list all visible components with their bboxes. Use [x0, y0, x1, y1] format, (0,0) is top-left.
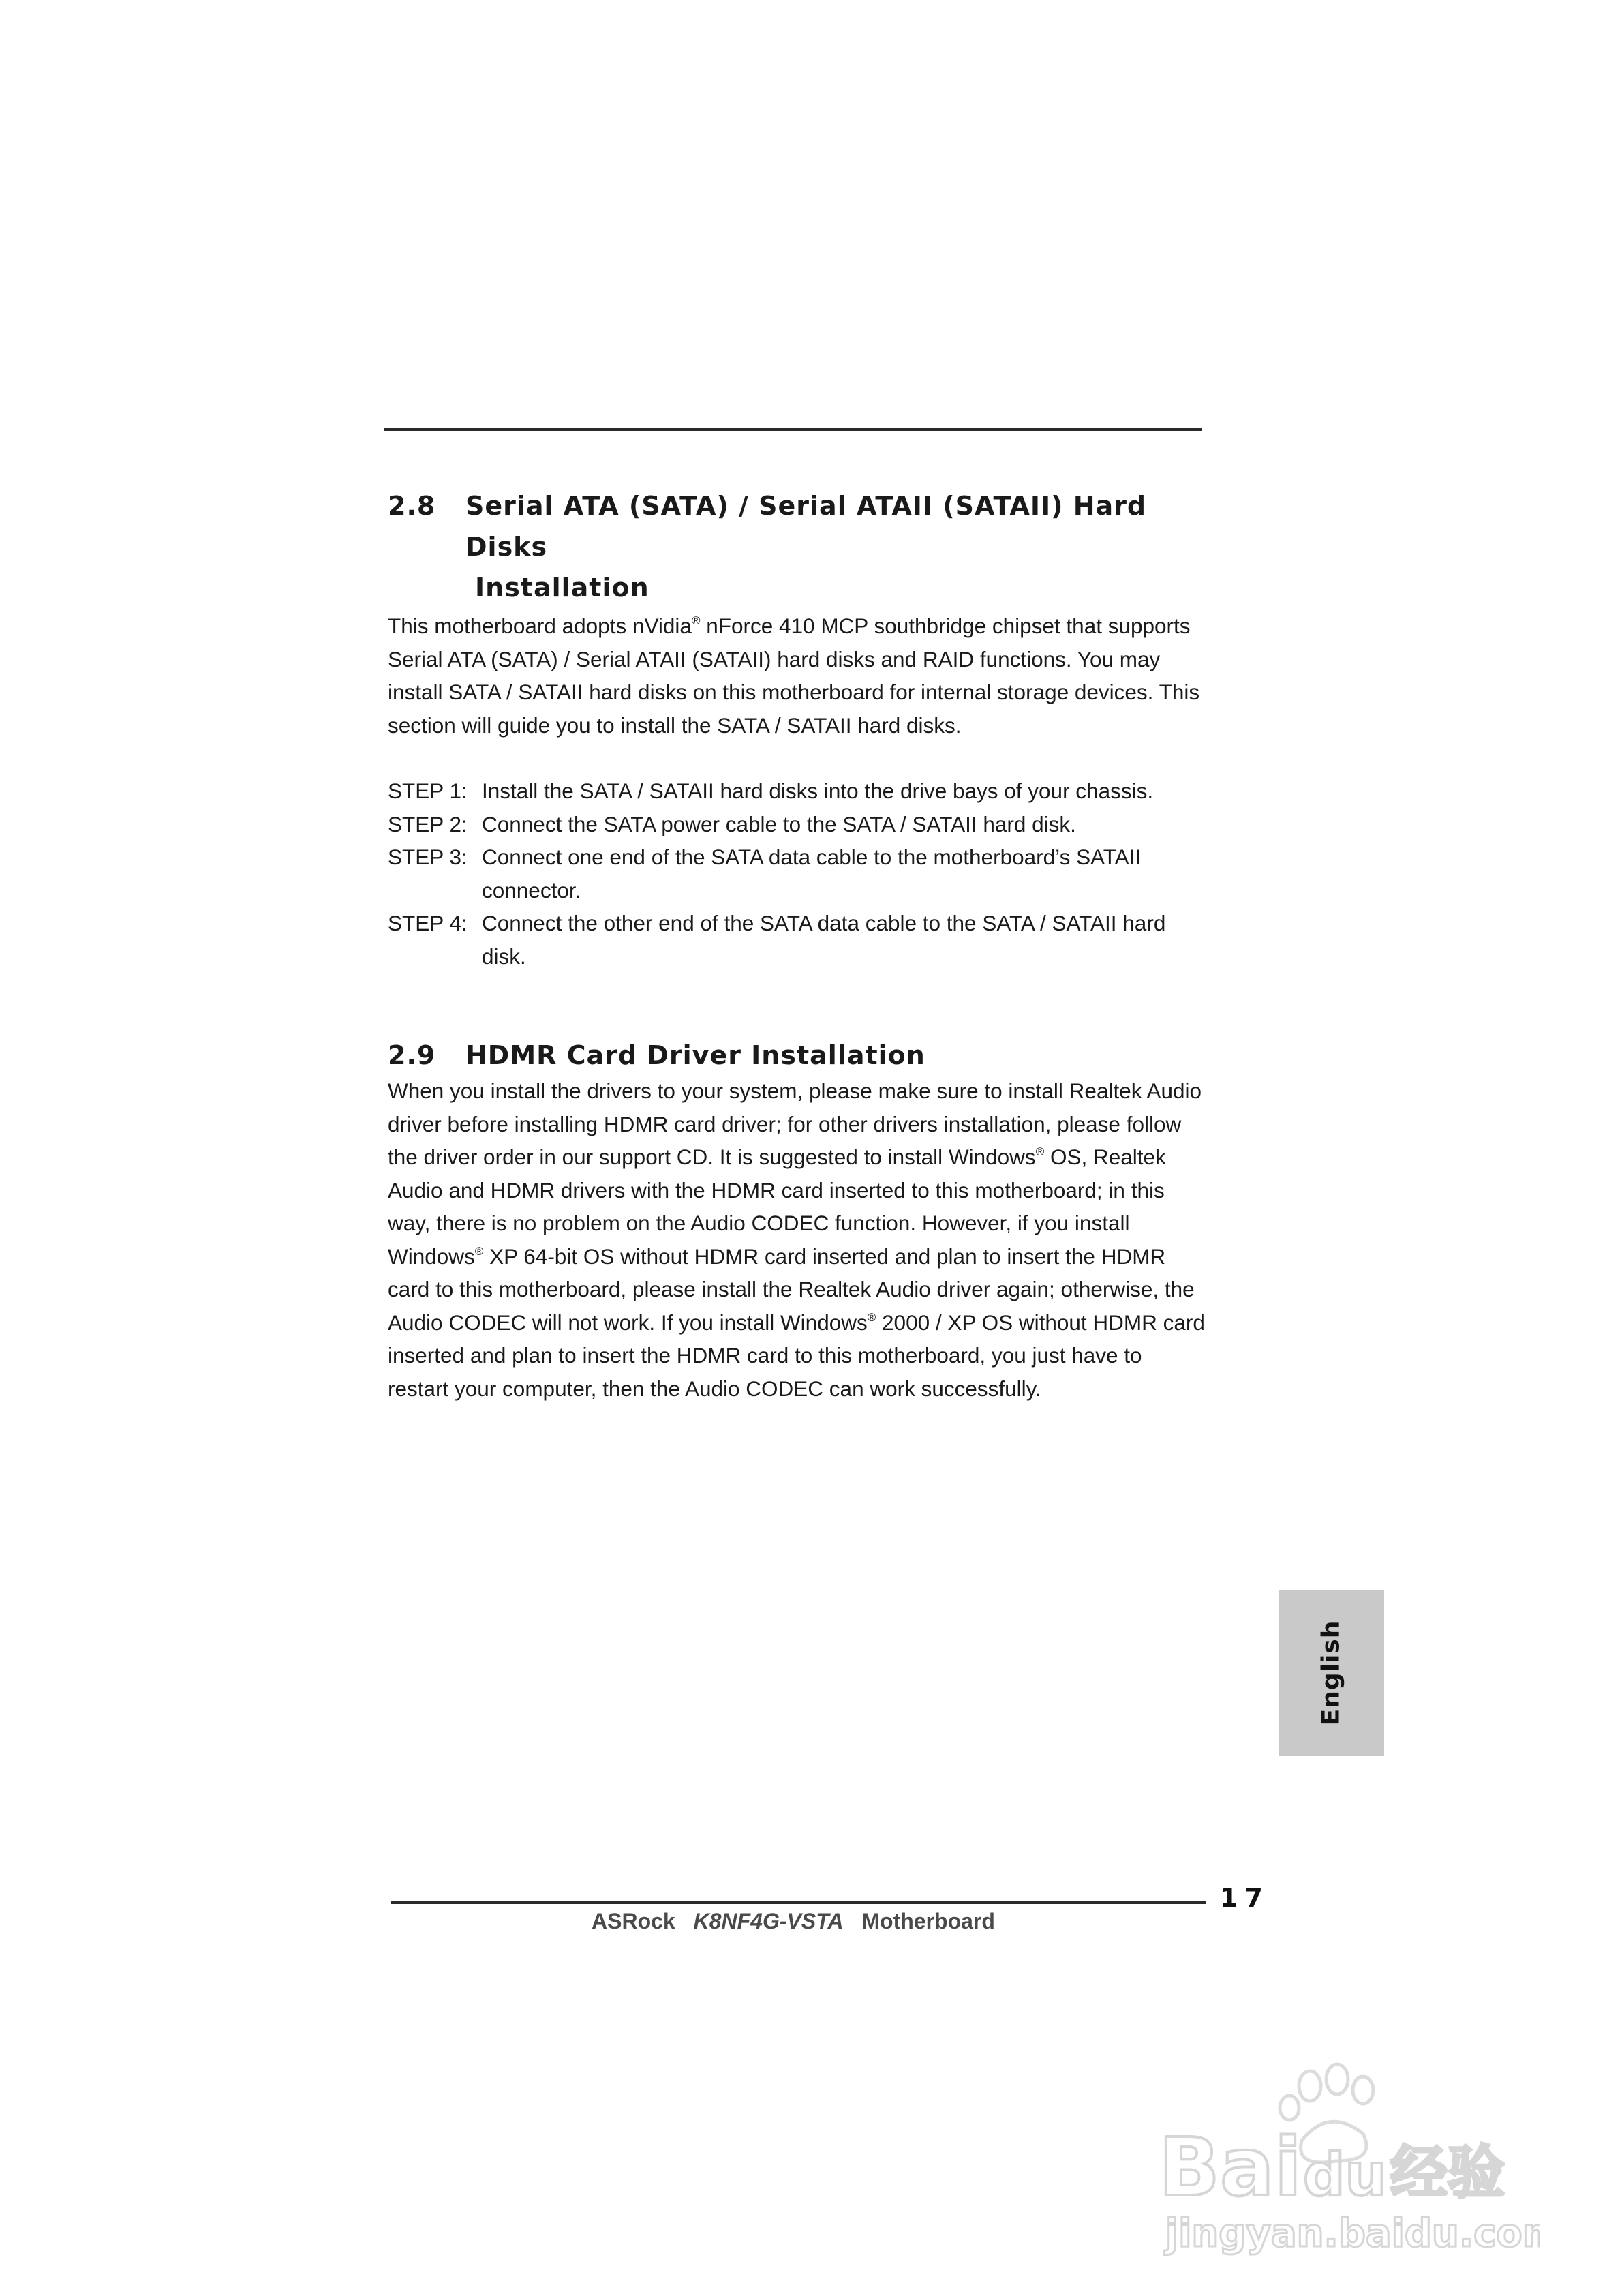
section-number: 2.9 [388, 1040, 436, 1070]
step-label: STEP 1: [388, 779, 468, 803]
step-text: Connect the SATA power cable to the SATA / SATAII hard disk. [482, 811, 1076, 836]
section-title-line2: Installation [475, 573, 649, 603]
section-heading [388, 485, 1206, 608]
footer-model: K8NF4G-VSTA [693, 1909, 844, 1933]
bottom-rule [391, 1901, 1206, 1904]
svg-text:经验: 经验 [1390, 2139, 1505, 2206]
baidu-watermark [1159, 2059, 1540, 2263]
footer-brand: ASRock [592, 1909, 675, 1933]
section-2-8 [388, 485, 1206, 973]
step-text: Connect one end of the SATA data cable to the motherboard’s SATAII connector. [482, 845, 1142, 903]
svg-text:du: du [1303, 2141, 1387, 2209]
svg-text:jingyan.baidu.com: jingyan.baidu.com [1165, 2211, 1540, 2256]
section-body-paragraph: When you install the drivers to your system, please make sure to install Realtek Audio driver before installing HDMR card driver; for other drivers installation, please follow the driver order in our support CD. It is suggested to install Windows® OS, Realtek Audio and HDMR drivers with the HDMR card inserted to this motherboard; in this way, there is no problem on the Audio CODEC function. However, if you install Windows® XP 64-bit OS without HDMR card inserted and plan to insert the HDMR card to this motherboard, please install the Realtek Audio driver again; otherwise, the Audio CODEC will not work. If you install Windows® 2000 / XP OS without HDMR card inserted and plan to insert the HDMR card to this motherboard, you just have to restart your computer, then the Audio CODEC can work successfully. [388, 1078, 1205, 1401]
language-tab [1279, 1590, 1384, 1756]
step-label: STEP 2: [388, 811, 468, 836]
step-text: Connect the other end of the SATA data cable to the SATA / SATAII hard disk. [482, 911, 1166, 969]
svg-text:Bai: Bai [1159, 2120, 1302, 2214]
section-2-9 [388, 1035, 1206, 1405]
language-tab-label: English [1317, 1620, 1345, 1726]
section-number: 2.8 [388, 491, 436, 521]
baidu-paw-logo-icon [1159, 2059, 1540, 2263]
step-label: STEP 3: [388, 845, 468, 869]
step-item [388, 774, 1206, 808]
section-intro-paragraph: This motherboard adopts nVidia® nForce 410 MCP southbridge chipset that supports Serial ATA (SATA) / Serial ATAII (SATAII) hard disks and RAID functions. You may install SATA / SATAII hard disks on this motherboard for internal storage devices. This section will guide you to install the SATA / SATAII hard disks. [388, 614, 1200, 738]
footer-caption [592, 1909, 995, 1934]
section-title: HDMR Card Driver Installation [465, 1040, 925, 1070]
step-label: STEP 4: [388, 911, 468, 935]
step-text: Install the SATA / SATAII hard disks into the drive bays of your chassis. [482, 779, 1154, 803]
top-rule [384, 428, 1202, 431]
page-number: 17 [1220, 1883, 1270, 1913]
footer-product: Motherboard [861, 1909, 995, 1933]
step-item [388, 907, 1206, 973]
section-title-line1: Serial ATA (SATA) / Serial ATAII (SATAII) Hard Disks [465, 491, 1147, 562]
step-item [388, 808, 1206, 841]
steps-list [388, 774, 1206, 973]
step-item [388, 841, 1206, 907]
section-heading [388, 1035, 1206, 1076]
